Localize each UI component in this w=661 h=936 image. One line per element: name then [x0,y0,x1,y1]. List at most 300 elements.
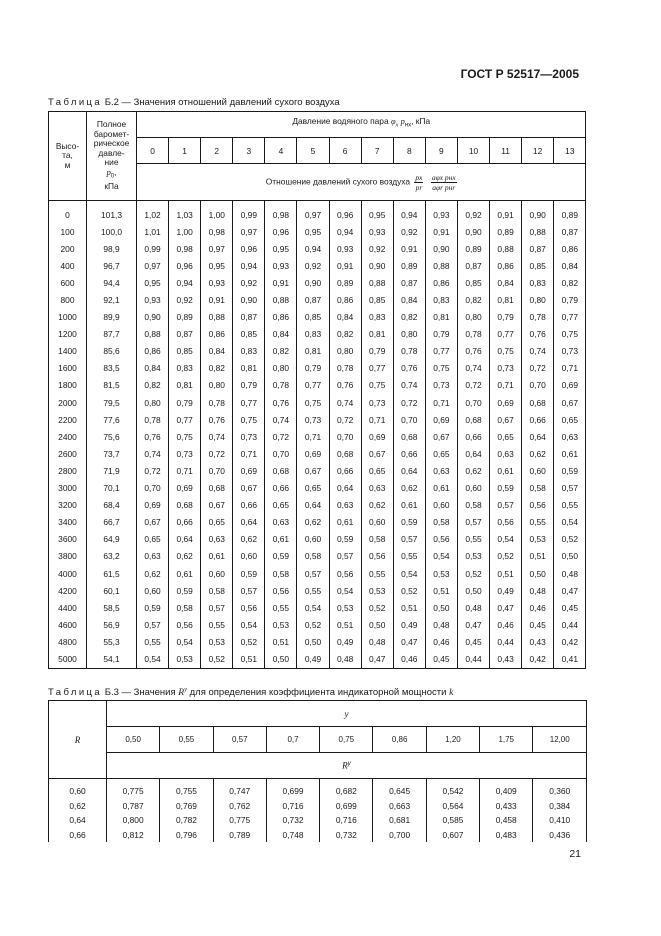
ratio-cell: 0,86 [265,309,297,326]
ratio-cell: 0,82 [554,274,586,291]
ratio-cell: 0,83 [425,291,457,308]
ratio-cell: 0,54 [329,582,361,599]
ratio-cell: 0,42 [554,633,586,650]
ratio-cell: 0,50 [522,565,554,582]
ratio-cell: 0,67 [425,428,457,445]
ry-cell: 0,769 [160,799,213,814]
ry-cell: 0,747 [213,779,266,799]
table-row [49,291,586,308]
ratio-cell: 0,87 [522,240,554,257]
ratio-cell: 0,90 [457,223,489,240]
ratio-cell: 0,61 [554,445,586,462]
ratio-cell: 0,96 [169,257,201,274]
pressure-cell: 101,3 [87,201,137,224]
ratio-cell: 0,41 [554,650,586,668]
ratio-cell: 0,50 [554,548,586,565]
ratio-cell: 0,57 [490,497,522,514]
ratio-cell: 0,83 [297,326,329,343]
ratio-fraction-2: $\frac{\text{aφх pнх}}{\text{aφr pнr}}$ [431,172,456,192]
ratio-cell: 0,59 [265,548,297,565]
height-cell: 1800 [58,380,77,391]
ratio-cell: 0,72 [265,428,297,445]
y-value-header: 0,75 [320,727,373,753]
height-cell: 3400 [58,517,77,528]
ratio-cell: 0,83 [522,274,554,291]
ratio-cell: 0,60 [233,548,265,565]
ratio-cell: 0,80 [265,360,297,377]
ratio-cell: 0,61 [393,497,425,514]
ratio-cell: 0,74 [329,394,361,411]
ratio-cell: 0,64 [522,428,554,445]
ratio-cell: 0,51 [233,650,265,668]
ratio-cell: 0,62 [361,497,393,514]
ratio-cell: 0,68 [201,480,233,497]
ratio-cell: 0,47 [361,650,393,668]
ratio-cell: 0,55 [522,514,554,531]
ratio-cell: 0,53 [361,582,393,599]
ratio-cell: 0,58 [522,480,554,497]
height-cell: 4800 [58,636,77,647]
ratio-cell: 0,56 [361,548,393,565]
ratio-cell: 0,75 [297,394,329,411]
table-row [49,411,586,428]
ratio-cell: 0,48 [522,582,554,599]
ratio-cell: 0,86 [201,326,233,343]
ratio-cell: 0,56 [490,514,522,531]
ratio-cell: 0,78 [329,360,361,377]
ratio-cell: 0,58 [297,548,329,565]
ratio-cell: 0,55 [457,531,489,548]
ratio-cell: 0,61 [201,548,233,565]
ratio-cell: 0,67 [490,411,522,428]
ratio-cell: 0,59 [169,582,201,599]
ratio-cell: 0,92 [361,240,393,257]
ratio-cell: 0,80 [329,343,361,360]
ratio-cell: 0,74 [137,445,169,462]
ratio-cell: 0,72 [522,360,554,377]
ratio-cell: 0,53 [457,548,489,565]
vapor-value-header: 9 [425,138,457,164]
ratio-cell: 0,82 [137,377,169,394]
ratio-cell: 0,89 [329,274,361,291]
ratio-cell: 0,90 [233,291,265,308]
pressure-cell: 54,1 [87,650,137,668]
ratio-cell: 0,76 [265,394,297,411]
table-row [49,548,586,565]
ratio-cell: 0,71 [554,360,586,377]
ratio-cell: 0,55 [265,599,297,616]
ratio-cell: 0,86 [329,291,361,308]
ratio-cell: 0,97 [233,223,265,240]
y-value-header: 0,57 [213,727,266,753]
ratio-cell: 0,93 [201,274,233,291]
vapor-value-header: 5 [297,138,329,164]
ry-cell: 0,748 [266,828,319,843]
height-cell: 1000 [58,312,77,323]
table-b3-caption-word: Таблица [48,687,103,699]
height-cell: 2800 [58,465,77,476]
ratio-cell: 0,47 [393,633,425,650]
ratio-cell: 0,91 [265,274,297,291]
ratio-cell: 0,88 [265,291,297,308]
ratio-cell: 0,83 [233,343,265,360]
ratio-cell: 0,69 [169,480,201,497]
ratio-cell: 0,65 [297,480,329,497]
height-cell: 5000 [58,653,77,664]
ratio-cell: 0,62 [233,531,265,548]
ratio-cell: 0,79 [554,291,586,308]
ratio-cell: 0,79 [233,377,265,394]
height-cell: 1200 [58,329,77,340]
ratio-cell: 0,86 [554,240,586,257]
ratio-cell: 0,71 [233,445,265,462]
vapor-value-header: 12 [522,138,554,164]
ratio-cell: 0,45 [457,633,489,650]
table-row [49,480,586,497]
ry-cell: 0,789 [213,828,266,843]
height-cell: 400 [60,260,75,271]
ratio-cell: 0,53 [329,599,361,616]
ratio-cell: 1,00 [169,223,201,240]
ratio-cell: 0,68 [457,411,489,428]
ratio-cell: 0,74 [393,377,425,394]
table-row [49,650,586,668]
ratio-cell: 0,49 [329,633,361,650]
ratio-cell: 0,53 [169,650,201,668]
ratio-cell: 0,49 [490,582,522,599]
ratio-cell: 0,61 [425,480,457,497]
ratio-cell: 0,87 [233,309,265,326]
ratio-cell: 0,72 [137,462,169,479]
ratio-cell: 0,59 [490,480,522,497]
ratio-cell: 0,96 [233,240,265,257]
ratio-cell: 0,81 [297,343,329,360]
ratio-cell: 0,57 [393,531,425,548]
pressure-cell: 92,1 [87,291,137,308]
ratio-cell: 0,65 [490,428,522,445]
ratio-cell: 1,03 [169,201,201,224]
ratio-cell: 0,88 [490,240,522,257]
pressure-cell: 85,6 [87,343,137,360]
ratio-cell: 0,70 [265,445,297,462]
table-row [49,377,586,394]
ratio-cell: 0,70 [457,394,489,411]
ratio-cell: 0,85 [297,309,329,326]
ratio-cell: 0,56 [329,565,361,582]
ratio-cell: 0,58 [169,599,201,616]
ratio-cell: 0,51 [522,548,554,565]
vapor-value-header: 10 [457,138,489,164]
table-row [49,531,586,548]
ratio-cell: 0,92 [457,201,489,224]
pressure-cell: 64,9 [87,531,137,548]
ratio-cell: 0,52 [201,650,233,668]
ratio-cell: 0,84 [393,291,425,308]
ratio-cell: 0,60 [297,531,329,548]
ratio-cell: 1,01 [137,223,169,240]
ratio-cell: 0,68 [169,497,201,514]
vapor-value-header: 13 [554,138,586,164]
vapor-value-header: 0 [137,138,169,164]
table-row [49,309,586,326]
ratio-cell: 0,45 [554,599,586,616]
height-cell: 4000 [58,568,77,579]
ratio-cell: 0,95 [361,201,393,224]
vapor-pressure-header: Давление водяного пара $\varphi_x$ $p_{нх}$, кПа [137,112,586,138]
ratio-cell: 0,94 [297,240,329,257]
table-b2-caption-text: Б.2 — Значения отношений давлений сухого воздуха [104,97,340,108]
ratio-cell: 0,81 [361,326,393,343]
ratio-cell: 0,57 [329,548,361,565]
pressure-cell: 96,7 [87,257,137,274]
table-b3 [48,700,587,842]
pressure-cell: 63,2 [87,548,137,565]
pressure-cell: 61,5 [87,565,137,582]
vapor-value-header: 1 [169,138,201,164]
ratio-cell: 0,72 [329,411,361,428]
ratio-cell: 0,58 [457,497,489,514]
ratio-cell: 0,44 [490,633,522,650]
ratio-cell: 0,75 [490,343,522,360]
pressure-cell: 87,7 [87,326,137,343]
pressure-cell: 68,4 [87,497,137,514]
ratio-cell: 0,55 [297,582,329,599]
ratio-cell: 0,89 [554,201,586,224]
ratio-cell: 0,99 [137,240,169,257]
ratio-cell: 0,63 [137,548,169,565]
ry-cell: 0,699 [266,779,319,799]
table-row [49,813,587,828]
ratio-cell: 0,63 [361,480,393,497]
table-b2-caption-word: Таблица [48,97,103,108]
ratio-cell: 0,67 [297,462,329,479]
ratio-cell: 0,93 [265,257,297,274]
ratio-cell: 0,54 [297,599,329,616]
ratio-cell: 0,99 [233,201,265,224]
ratio-cell: 0,79 [490,309,522,326]
ratio-cell: 0,46 [425,633,457,650]
r-cell: 0,60 [69,786,86,797]
ry-cell: 0,436 [533,828,587,843]
ry-header: $R^y$ [107,753,587,779]
ratio-cell: 0,88 [522,223,554,240]
ratio-cell: 0,46 [393,650,425,668]
ratio-cell: 0,60 [361,514,393,531]
ratio-cell: 0,66 [233,497,265,514]
ratio-cell: 0,63 [554,428,586,445]
ratio-cell: 0,53 [425,565,457,582]
ratio-cell: 0,93 [329,240,361,257]
ratio-cell: 0,54 [233,616,265,633]
ratio-cell: 0,61 [169,565,201,582]
ry-cell: 0,762 [213,799,266,814]
ry-cell: 0,716 [320,813,373,828]
ratio-cell: 0,73 [361,394,393,411]
ratio-cell: 0,50 [425,599,457,616]
ry-cell: 0,542 [426,779,479,799]
y-value-header: 0,86 [373,727,426,753]
pressure-cell: 79,5 [87,394,137,411]
ry-cell: 0,700 [373,828,426,843]
table-row [49,582,586,599]
ry-cell: 0,433 [480,799,533,814]
pressure-cell: 71,9 [87,462,137,479]
ratio-cell: 0,72 [201,445,233,462]
ry-cell: 0,800 [107,813,160,828]
ratio-cell: 0,75 [361,377,393,394]
ratio-cell: 0,52 [297,616,329,633]
ratio-cell: 0,64 [329,480,361,497]
ratio-cell: 0,62 [137,565,169,582]
ratio-cell: 0,77 [297,377,329,394]
ratio-cell: 0,75 [233,411,265,428]
table-row [49,428,586,445]
ratio-cell: 0,54 [554,514,586,531]
ratio-cell: 0,55 [137,633,169,650]
ratio-cell: 0,57 [137,616,169,633]
pressure-cell: 66,7 [87,514,137,531]
ratio-cell: 0,70 [137,480,169,497]
ratio-cell: 0,59 [137,599,169,616]
ratio-cell: 0,54 [169,633,201,650]
height-cell: 800 [60,295,75,306]
vapor-value-header: 3 [233,138,265,164]
ratio-cell: 0,60 [522,462,554,479]
ratio-cell: 0,69 [425,411,457,428]
table-row [49,343,586,360]
ry-cell: 0,796 [160,828,213,843]
ratio-cell: 0,85 [522,257,554,274]
ratio-cell: 0,59 [233,565,265,582]
ry-cell: 0,409 [480,779,533,799]
ratio-cell: 0,95 [137,274,169,291]
ratio-cell: 0,60 [137,582,169,599]
table-row [49,565,586,582]
ratio-cell: 0,85 [361,291,393,308]
ratio-cell: 0,71 [169,462,201,479]
ratio-cell: 0,73 [297,411,329,428]
ratio-cell: 0,45 [425,650,457,668]
vapor-value-header: 2 [201,138,233,164]
ratio-cell: 0,48 [425,616,457,633]
ratio-cell: 0,77 [361,360,393,377]
ratio-cell: 0,70 [329,428,361,445]
ry-cell: 0,410 [533,813,587,828]
ratio-cell: 1,02 [137,201,169,224]
ratio-cell: 0,77 [490,326,522,343]
height-column-header: Высо- та, м [49,112,87,201]
ratio-cell: 0,92 [169,291,201,308]
ratio-cell: 0,66 [265,480,297,497]
ratio-cell: 0,66 [393,445,425,462]
pressure-cell: 83,5 [87,360,137,377]
ratio-cell: 0,61 [329,514,361,531]
ratio-cell: 0,65 [201,514,233,531]
ratio-cell: 0,48 [554,565,586,582]
ratio-cell: 0,90 [361,257,393,274]
pressure-cell: 94,4 [87,274,137,291]
ratio-cell: 0,69 [297,445,329,462]
vapor-value-header: 4 [265,138,297,164]
ratio-cell: 0,94 [393,201,425,224]
ratio-cell: 0,81 [490,291,522,308]
ratio-cell: 0,46 [522,599,554,616]
ratio-cell: 0,56 [233,599,265,616]
ratio-cell: 0,62 [522,445,554,462]
ratio-cell: 0,64 [297,497,329,514]
ratio-cell: 0,53 [522,531,554,548]
ratio-cell: 0,67 [554,394,586,411]
ratio-cell: 0,69 [490,394,522,411]
ratio-cell: 0,53 [201,633,233,650]
ratio-cell: 0,59 [393,514,425,531]
ratio-cell: 0,97 [201,240,233,257]
ry-cell: 0,782 [160,813,213,828]
ratio-cell: 0,73 [233,428,265,445]
ry-cell: 0,699 [320,799,373,814]
ratio-cell: 0,52 [457,565,489,582]
ratio-cell: 0,67 [137,514,169,531]
ratio-cell: 0,48 [329,650,361,668]
table-row [49,394,586,411]
ratio-cell: 0,70 [201,462,233,479]
ry-cell: 0,732 [266,813,319,828]
table-b2-caption [48,97,340,108]
ratio-cell: 0,74 [457,360,489,377]
ratio-cell: 0,86 [425,274,457,291]
ratio-cell: 0,62 [457,462,489,479]
table-row [49,360,586,377]
height-cell: 0 [65,209,70,220]
ratio-cell: 0,64 [393,462,425,479]
ratio-cell: 0,79 [361,343,393,360]
ratio-cell: 0,74 [265,411,297,428]
ratio-cell: 0,92 [233,274,265,291]
ratio-cell: 0,71 [297,428,329,445]
ratio-cell: 0,62 [393,480,425,497]
ratio-cell: 0,88 [137,326,169,343]
ratio-cell: 0,55 [201,616,233,633]
ratio-cell: 0,57 [297,565,329,582]
ratio-cell: 0,47 [457,616,489,633]
ratio-cell: 0,91 [393,240,425,257]
ratio-cell: 0,95 [297,223,329,240]
ratio-cell: 0,55 [361,565,393,582]
ratio-cell: 0,64 [457,445,489,462]
ratio-cell: 0,56 [425,531,457,548]
ratio-cell: 0,71 [490,377,522,394]
table-row [49,223,586,240]
ratio-cell: 0,88 [201,309,233,326]
ratio-cell: 0,82 [457,291,489,308]
ratio-cell: 0,61 [265,531,297,548]
ry-cell: 0,755 [160,779,213,799]
ratio-cell: 0,59 [554,462,586,479]
ratio-cell: 0,44 [457,650,489,668]
pressure-cell: 58,5 [87,599,137,616]
ratio-cell: 0,78 [522,309,554,326]
ratio-cell: 0,49 [393,616,425,633]
ry-cell: 0,607 [426,828,479,843]
ratio-cell: 0,65 [554,411,586,428]
height-cell: 200 [60,243,75,254]
ry-cell: 0,732 [320,828,373,843]
ratio-cell: 0,98 [201,223,233,240]
ratio-cell: 0,65 [137,531,169,548]
ratio-cell: 0,91 [490,201,522,224]
ratio-cell: 0,43 [522,633,554,650]
table-row [49,828,587,843]
